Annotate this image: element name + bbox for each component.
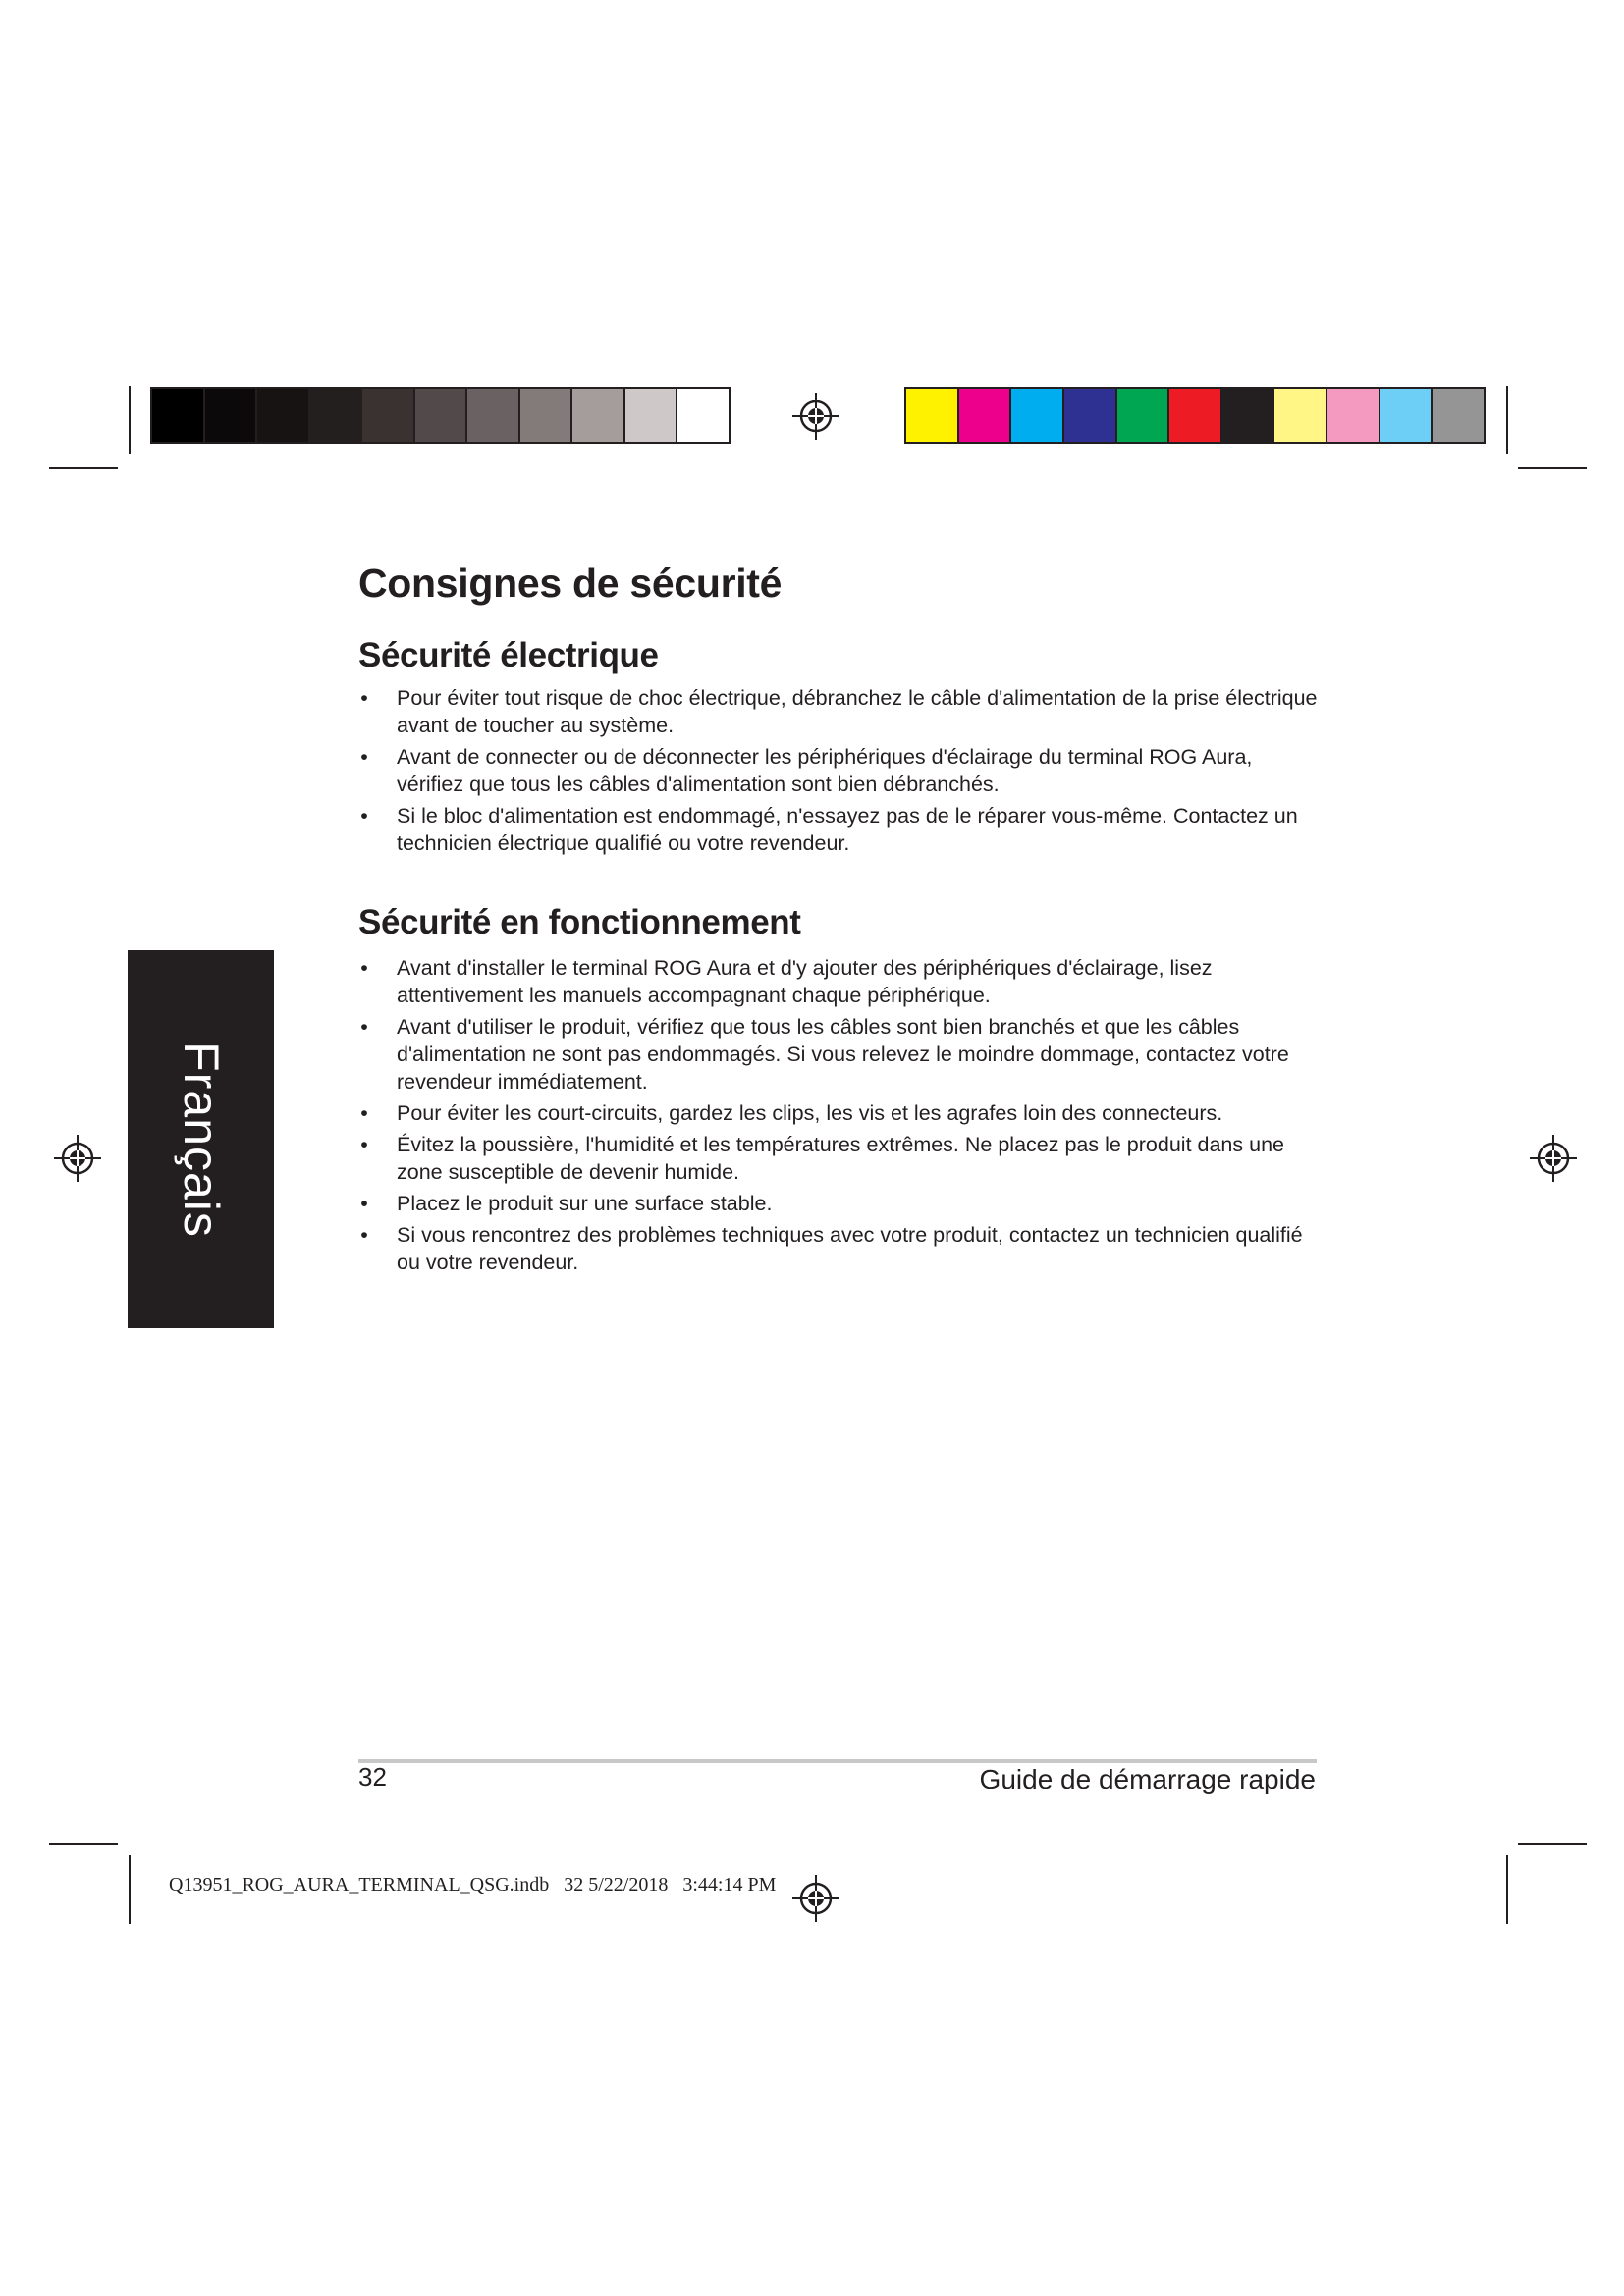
- print-slug-line: Q13951_ROG_AURA_TERMINAL_QSG.indb 32 5/22/2018 3:44:14 PM: [169, 1874, 777, 1896]
- electrical-safety-list: [358, 684, 1321, 861]
- process-color-swatch: [1169, 389, 1222, 442]
- list-item-text: Avant de connecter ou de déconnecter les périphériques d'éclairage du terminal ROG Aura, vérifiez que tous les câbles d'alimentation sont bien débranchés.: [397, 745, 1253, 796]
- list-item-text: Pour éviter tout risque de choc électrique, débranchez le câble d'alimentation de la prise électrique avant de toucher au système.: [397, 686, 1318, 737]
- grayscale-swatch: [520, 389, 573, 442]
- registration-mark-top-icon: [790, 391, 841, 442]
- list-item-text: Placez le produit sur une surface stable.: [397, 1192, 773, 1215]
- crop-mark-bottom-right-vertical: [1506, 1855, 1508, 1924]
- process-color-swatch: [1327, 389, 1380, 442]
- grayscale-swatch: [625, 389, 678, 442]
- crop-mark-bottom-left-horizontal: [49, 1843, 118, 1845]
- bullet-icon: •: [360, 1101, 368, 1125]
- footer-rule: [358, 1759, 1317, 1763]
- list-item: [358, 802, 1321, 857]
- list-item: [358, 1190, 1321, 1217]
- grayscale-color-bar: [150, 387, 731, 444]
- grayscale-swatch: [677, 389, 729, 442]
- process-color-swatch: [1380, 389, 1434, 442]
- crop-mark-top-left-vertical: [129, 386, 131, 454]
- list-item-text: Évitez la poussière, l'humidité et les températures extrêmes. Ne placez pas le produit dans une zone susceptible de devenir humide.: [397, 1133, 1284, 1184]
- registration-mark-bottom-icon: [790, 1873, 841, 1924]
- grayscale-swatch: [310, 389, 363, 442]
- grayscale-swatch: [205, 389, 258, 442]
- list-item: [358, 684, 1321, 739]
- list-item-text: Si le bloc d'alimentation est endommagé, n'essayez pas de le réparer vous-même. Contactez un technicien électrique qualifié ou votre revendeur.: [397, 804, 1298, 855]
- page-title: Consignes de sécurité: [358, 561, 783, 606]
- grayscale-swatch: [415, 389, 468, 442]
- bullet-icon: •: [360, 1223, 368, 1247]
- bullet-icon: •: [360, 956, 368, 980]
- crop-mark-bottom-left-vertical: [129, 1855, 131, 1924]
- list-item: [358, 1221, 1321, 1276]
- process-color-swatch: [1064, 389, 1117, 442]
- grayscale-swatch: [152, 389, 205, 442]
- list-item-text: Avant d'installer le terminal ROG Aura et d'y ajouter des périphériques d'éclairage, lisez attentivement les manuels accompagnant chaque périphérique.: [397, 956, 1213, 1007]
- list-item: [358, 1099, 1321, 1127]
- language-label: Français: [173, 1041, 229, 1238]
- grayscale-swatch: [467, 389, 520, 442]
- language-side-tab: [128, 950, 274, 1328]
- process-color-swatch: [1433, 389, 1484, 442]
- list-item: [358, 954, 1321, 1009]
- process-color-swatch: [959, 389, 1012, 442]
- list-item: [358, 1013, 1321, 1095]
- grayscale-swatch: [362, 389, 415, 442]
- bullet-icon: •: [360, 1015, 368, 1039]
- crop-mark-top-left-horizontal: [49, 467, 118, 469]
- operation-safety-list: [358, 954, 1321, 1280]
- list-item-text: Pour éviter les court-circuits, gardez les clips, les vis et les agrafes loin des connecteurs.: [397, 1101, 1223, 1125]
- footer-guide-title: Guide de démarrage rapide: [979, 1764, 1316, 1794]
- registration-mark-left-icon: [52, 1133, 103, 1184]
- grayscale-swatch: [257, 389, 310, 442]
- crop-mark-top-right-horizontal: [1518, 467, 1587, 469]
- process-color-bar: [904, 387, 1486, 444]
- bullet-icon: •: [360, 745, 368, 769]
- process-color-swatch: [1117, 389, 1170, 442]
- list-item-text: Avant d'utiliser le produit, vérifiez que tous les câbles sont bien branchés et que les câbles d'alimentation ne sont pas endommagés. Si vous relevez le moindre dommage, contactez votre revendeur immédiatement.: [397, 1015, 1289, 1094]
- list-item: [358, 743, 1321, 798]
- list-item: [358, 1131, 1321, 1186]
- process-color-swatch: [1222, 389, 1275, 442]
- process-color-swatch: [906, 389, 959, 442]
- bullet-icon: •: [360, 1192, 368, 1215]
- bullet-icon: •: [360, 804, 368, 828]
- list-item-text: Si vous rencontrez des problèmes techniques avec votre produit, contactez un technicien qualifié ou votre revendeur.: [397, 1223, 1303, 1274]
- bullet-icon: •: [360, 686, 368, 710]
- section-heading-operation: Sécurité en fonctionnement: [358, 903, 801, 941]
- section-heading-electrical: Sécurité électrique: [358, 636, 659, 674]
- process-color-swatch: [1274, 389, 1327, 442]
- bullet-icon: •: [360, 1133, 368, 1156]
- process-color-swatch: [1011, 389, 1064, 442]
- grayscale-swatch: [572, 389, 625, 442]
- page-number: 32: [358, 1762, 387, 1791]
- crop-mark-top-right-vertical: [1506, 386, 1508, 454]
- registration-mark-right-icon: [1528, 1133, 1579, 1184]
- crop-mark-bottom-right-horizontal: [1518, 1843, 1587, 1845]
